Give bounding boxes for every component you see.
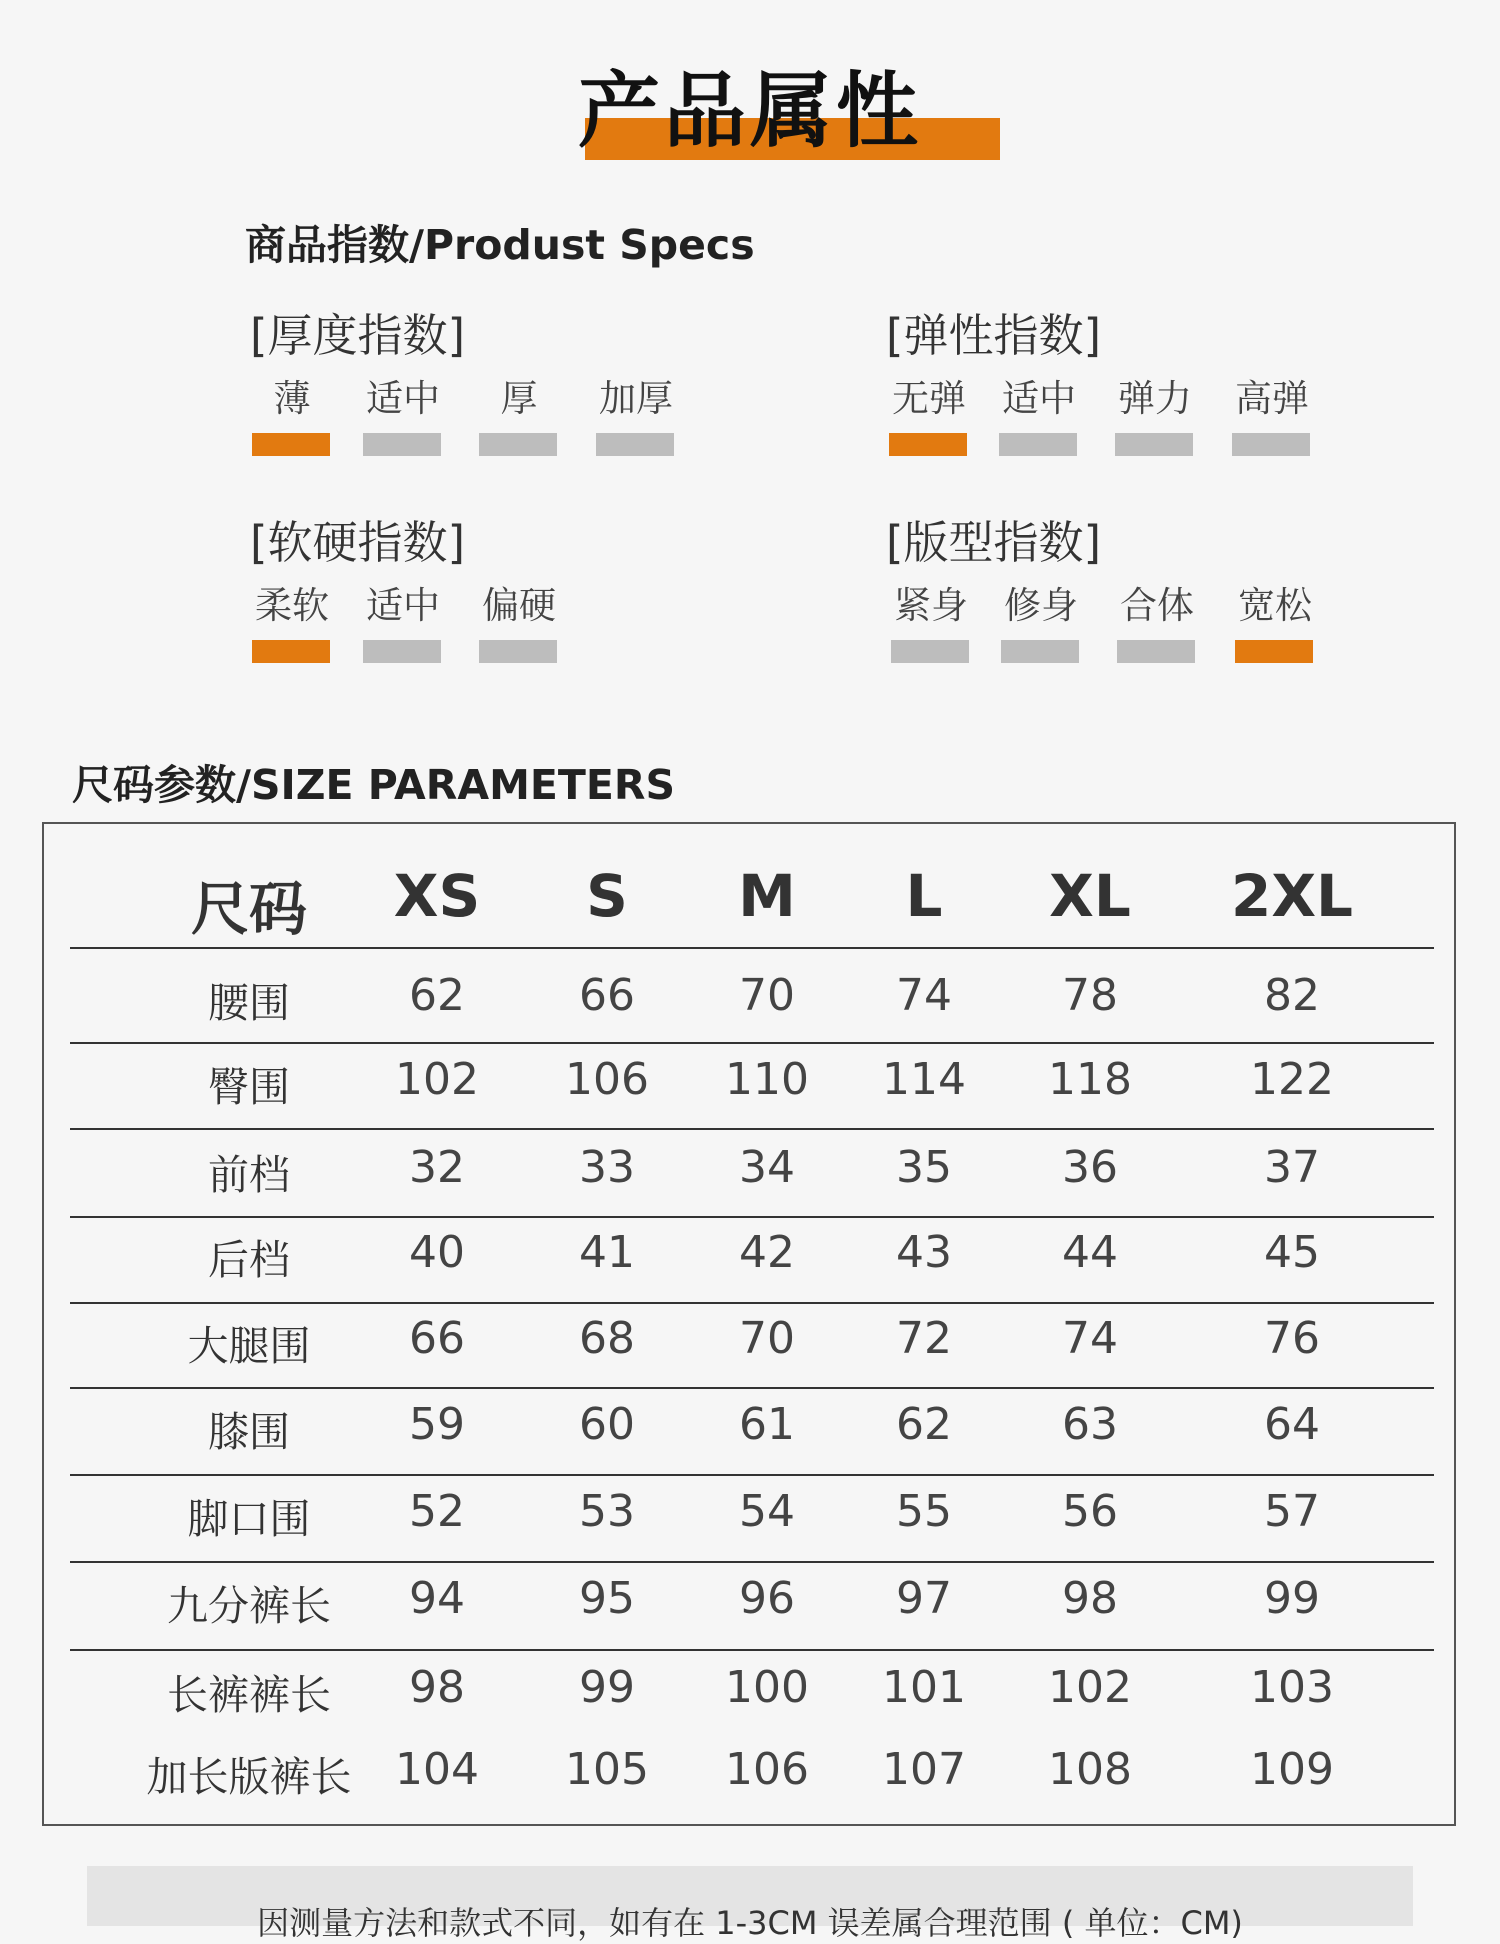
spec-option-label: 偏硬 [482, 584, 556, 627]
table-cell: 101 [882, 1662, 966, 1713]
spec-indicator [596, 433, 674, 456]
table-cell: 110 [725, 1054, 809, 1105]
spec-option-label: 柔软 [255, 584, 329, 627]
size-table [42, 822, 1456, 1826]
spec-option-label: 弹力 [1118, 377, 1192, 420]
table-cell: 34 [739, 1142, 795, 1193]
spec-indicator [1232, 433, 1310, 456]
spec-option [1001, 583, 1081, 629]
table-cell: 104 [395, 1744, 479, 1795]
spec-indicator [479, 433, 557, 456]
spec-option [479, 583, 559, 629]
table-header-cell: S [586, 862, 628, 930]
spec-option [596, 376, 676, 422]
page-title: 产品属性 [577, 64, 922, 159]
table-header-cell: XL [1049, 862, 1131, 930]
table-cell: 98 [1062, 1573, 1118, 1624]
row-label: 九分裤长 [167, 1582, 331, 1630]
spec-options [886, 583, 1386, 673]
spec-indicator-active [252, 640, 330, 663]
spec-group [250, 515, 556, 627]
table-cell: 55 [896, 1486, 952, 1537]
spec-indicator [999, 433, 1077, 456]
spec-option-label: 厚 [500, 377, 538, 420]
table-cell: 59 [409, 1399, 465, 1450]
table-cell: 54 [739, 1486, 795, 1537]
spec-option-label: 高弹 [1235, 377, 1309, 420]
table-cell: 106 [565, 1054, 649, 1105]
table-cell: 98 [409, 1662, 465, 1713]
spec-option-label: 适中 [1002, 377, 1076, 420]
table-cell: 36 [1062, 1142, 1118, 1193]
spec-option [1115, 376, 1195, 422]
spec-indicator [1001, 640, 1079, 663]
table-cell: 114 [882, 1054, 966, 1105]
spec-option [1235, 583, 1315, 629]
specs-heading: 商品指数/Produst Specs [245, 221, 755, 269]
table-cell: 61 [739, 1399, 795, 1450]
table-cell: 97 [896, 1573, 952, 1624]
spec-option [1117, 583, 1197, 629]
table-cell: 44 [1062, 1227, 1118, 1278]
size-heading: 尺码参数/SIZE PARAMETERS [72, 761, 675, 809]
table-cell: 41 [579, 1227, 635, 1278]
spec-option-label: 无弹 [892, 377, 966, 420]
table-cell: 52 [409, 1486, 465, 1537]
spec-group [886, 515, 1312, 627]
spec-option [1232, 376, 1312, 422]
row-label: 大腿围 [187, 1322, 311, 1370]
row-label: 腰围 [208, 979, 290, 1027]
table-cell: 45 [1264, 1227, 1320, 1278]
table-cell: 37 [1264, 1142, 1320, 1193]
spec-option-label: 紧身 [894, 584, 968, 627]
row-label: 后档 [208, 1236, 290, 1284]
table-header-cell: 2XL [1230, 862, 1354, 930]
table-cell: 107 [882, 1744, 966, 1795]
row-divider [70, 1042, 1434, 1044]
spec-group [250, 308, 673, 420]
table-header-cell: 尺码 [190, 875, 308, 943]
row-label: 前档 [208, 1151, 290, 1199]
table-cell: 78 [1062, 970, 1118, 1021]
table-cell: 43 [896, 1227, 952, 1278]
table-cell: 63 [1062, 1399, 1118, 1450]
table-cell: 96 [739, 1573, 795, 1624]
spec-group-title: [厚度指数] [250, 309, 466, 362]
spec-option [252, 376, 332, 422]
spec-group-title: [弹性指数] [886, 309, 1102, 362]
table-cell: 118 [1048, 1054, 1132, 1105]
spec-option-label: 薄 [273, 377, 311, 420]
spec-option [252, 583, 332, 629]
table-cell: 100 [725, 1662, 809, 1713]
table-cell: 74 [896, 970, 952, 1021]
table-header-cell: XS [393, 862, 481, 930]
title-section [0, 0, 1500, 170]
table-cell: 66 [579, 970, 635, 1021]
table-cell: 56 [1062, 1486, 1118, 1537]
table-cell: 99 [579, 1662, 635, 1713]
table-cell: 64 [1264, 1399, 1320, 1450]
row-divider [70, 1216, 1434, 1218]
table-cell: 57 [1264, 1486, 1320, 1537]
note-text: 因测量方法和款式不同，如有在 1-3CM 误差属合理范围 ( 单位：CM) [257, 1904, 1243, 1942]
table-cell: 102 [1048, 1662, 1132, 1713]
spec-options [250, 376, 750, 466]
spec-option [363, 376, 443, 422]
table-cell: 62 [409, 970, 465, 1021]
row-divider [70, 1302, 1434, 1304]
spec-group-title: [软硬指数] [250, 516, 466, 569]
spec-options [886, 376, 1386, 466]
spec-options [250, 583, 750, 673]
table-cell: 42 [739, 1227, 795, 1278]
spec-indicator [891, 640, 969, 663]
row-divider [70, 1387, 1434, 1389]
table-cell: 70 [739, 970, 795, 1021]
row-divider [70, 1128, 1434, 1130]
table-cell: 68 [579, 1313, 635, 1364]
table-cell: 60 [579, 1399, 635, 1450]
table-cell: 108 [1048, 1744, 1132, 1795]
table-cell: 94 [409, 1573, 465, 1624]
table-cell: 103 [1250, 1662, 1334, 1713]
spec-indicator-active [252, 433, 330, 456]
table-cell: 32 [409, 1142, 465, 1193]
table-cell: 95 [579, 1573, 635, 1624]
row-label: 膝围 [208, 1408, 290, 1456]
row-label: 加长版裤长 [146, 1753, 352, 1801]
spec-group-title: [版型指数] [886, 516, 1102, 569]
table-cell: 109 [1250, 1744, 1334, 1795]
table-cell: 99 [1264, 1573, 1320, 1624]
spec-option [479, 376, 559, 422]
row-divider [70, 1561, 1434, 1563]
row-divider [70, 947, 1434, 949]
spec-option-label: 宽松 [1238, 584, 1312, 627]
spec-indicator [363, 640, 441, 663]
table-cell: 122 [1250, 1054, 1334, 1105]
spec-indicator [479, 640, 557, 663]
table-cell: 62 [896, 1399, 952, 1450]
spec-option-label: 适中 [366, 584, 440, 627]
table-cell: 53 [579, 1486, 635, 1537]
spec-indicator-active [889, 433, 967, 456]
spec-indicator [1115, 433, 1193, 456]
table-cell: 40 [409, 1227, 465, 1278]
table-header-cell: L [905, 862, 943, 930]
spec-option-label: 合体 [1120, 584, 1194, 627]
note-bar [87, 1866, 1413, 1942]
spec-indicator-active [1235, 640, 1313, 663]
spec-indicator [363, 433, 441, 456]
table-cell: 72 [896, 1313, 952, 1364]
row-label: 脚口围 [187, 1495, 311, 1543]
spec-option [889, 376, 969, 422]
spec-option [891, 583, 971, 629]
spec-indicator [1117, 640, 1195, 663]
spec-option-label: 加厚 [599, 377, 673, 420]
row-label: 臀围 [208, 1063, 290, 1111]
spec-option-label: 适中 [366, 377, 440, 420]
table-cell: 76 [1264, 1313, 1320, 1364]
spec-option [363, 583, 443, 629]
table-cell: 70 [739, 1313, 795, 1364]
table-cell: 74 [1062, 1313, 1118, 1364]
table-cell: 106 [725, 1744, 809, 1795]
table-header-cell: M [738, 862, 796, 930]
table-cell: 35 [896, 1142, 952, 1193]
spec-option-label: 修身 [1004, 584, 1078, 627]
table-cell: 66 [409, 1313, 465, 1364]
spec-option [999, 376, 1079, 422]
row-divider [70, 1474, 1434, 1476]
spec-group [886, 308, 1309, 420]
table-cell: 33 [579, 1142, 635, 1193]
row-label: 长裤裤长 [167, 1671, 331, 1719]
table-cell: 102 [395, 1054, 479, 1105]
table-cell: 82 [1264, 970, 1320, 1021]
table-cell: 105 [565, 1744, 649, 1795]
row-divider [70, 1649, 1434, 1651]
